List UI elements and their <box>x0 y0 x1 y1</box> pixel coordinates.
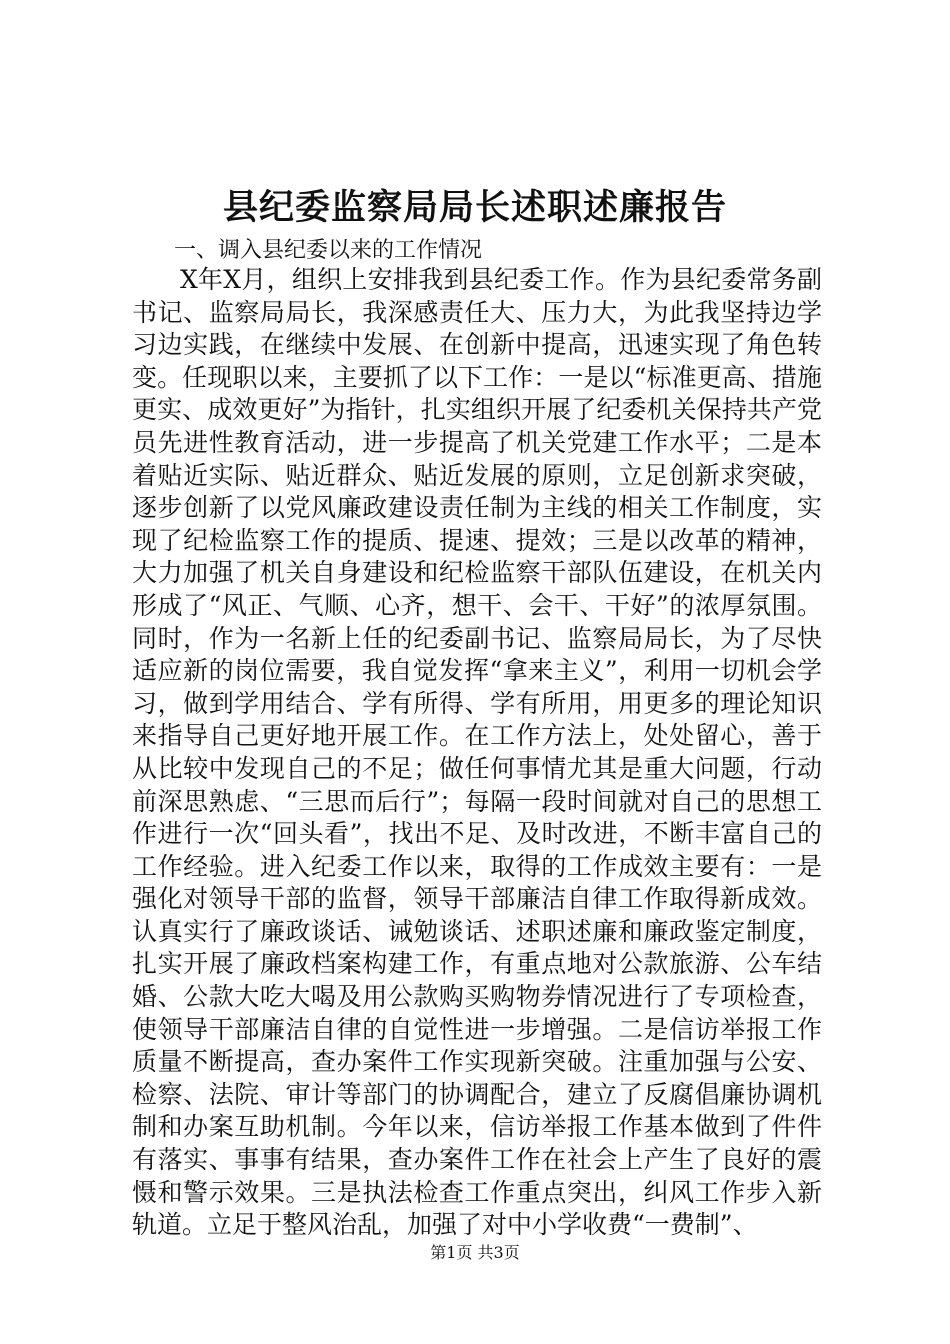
body-paragraph: X年X月，组织上安排我到县纪委工作。作为县纪委常务副书记、监察局局长，我深感责任大、压力大，为此我坚持边学习边实践，在继续中发展、在创新中提高，迅速实现了角色转变。任现职以来，主要抓了以下工作：一是以“标准更高、措施更实、成效更好”为指针，扎实组织开展了纪委机关保持共产党员先进性教育活动，进一步提高了机关党建工作水平；二是本着贴近实际、贴近群众、贴近发展的原则，立足创新求突破，逐步创新了以党风廉政建设责任制为主线的相关工作制度，实现了纪检监察工作的提质、提速、提效；三是以改革的精神，大力加强了机关自身建设和纪检监察干部队伍建设，在机关内形成了“风正、气顺、心齐，想干、会干、干好”的浓厚氛围。同时，作为一名新上任的纪委副书记、监察局局长，为了尽快适应新的岗位需要，我自觉发挥“拿来主义”，利用一切机会学习，做到学用结合、学有所得、学有所用，用更多的理论知识来指导自己更好地开展工作。在工作方法上，处处留心，善于从比较中发现自己的不足；做任何事情尤其是重大问题，行动前深思熟虑、“三思而后行”；每隔一段时间就对自己的思想工作进行一次“回头看”，找出不足、及时改进，不断丰富自己的工作经验。进入纪委工作以来，取得的工作成效主要有：一是强化对领导干部的监督，领导干部廉洁自律工作取得新成效。认真实行了廉政谈话、诫勉谈话、述职述廉和廉政鉴定制度，扎实开展了廉政档案构建工作，有重点地对公款旅游、公车结婚、公款大吃大喝及用公款购买购物券情况进行了专项检查，使领导干部廉洁自律的自觉性进一步增强。二是信访举报工作质量不断提高，查办案件工作实现新突破。注重加强与公安、检察、法院、审计等部门的协调配合，建立了反腐倡廉协调机制和办案互助机制。今年以来，信访举报工作基本做到了件件有落实、事事有结果，查办案件工作在社会上产生了良好的震慑和警示效果。三是执法检查工作重点突出，纠风工作步入新轨道。立足于整风治乱，加强了对中小学收费“一费制”、 <box>132 265 822 1240</box>
section-heading: 一、调入县纪委以来的工作情况 <box>174 238 483 263</box>
page-indicator: 第1页 共3页 <box>430 1243 520 1262</box>
document-title: 县纪委监察局局长述职述廉报告 <box>222 187 727 228</box>
